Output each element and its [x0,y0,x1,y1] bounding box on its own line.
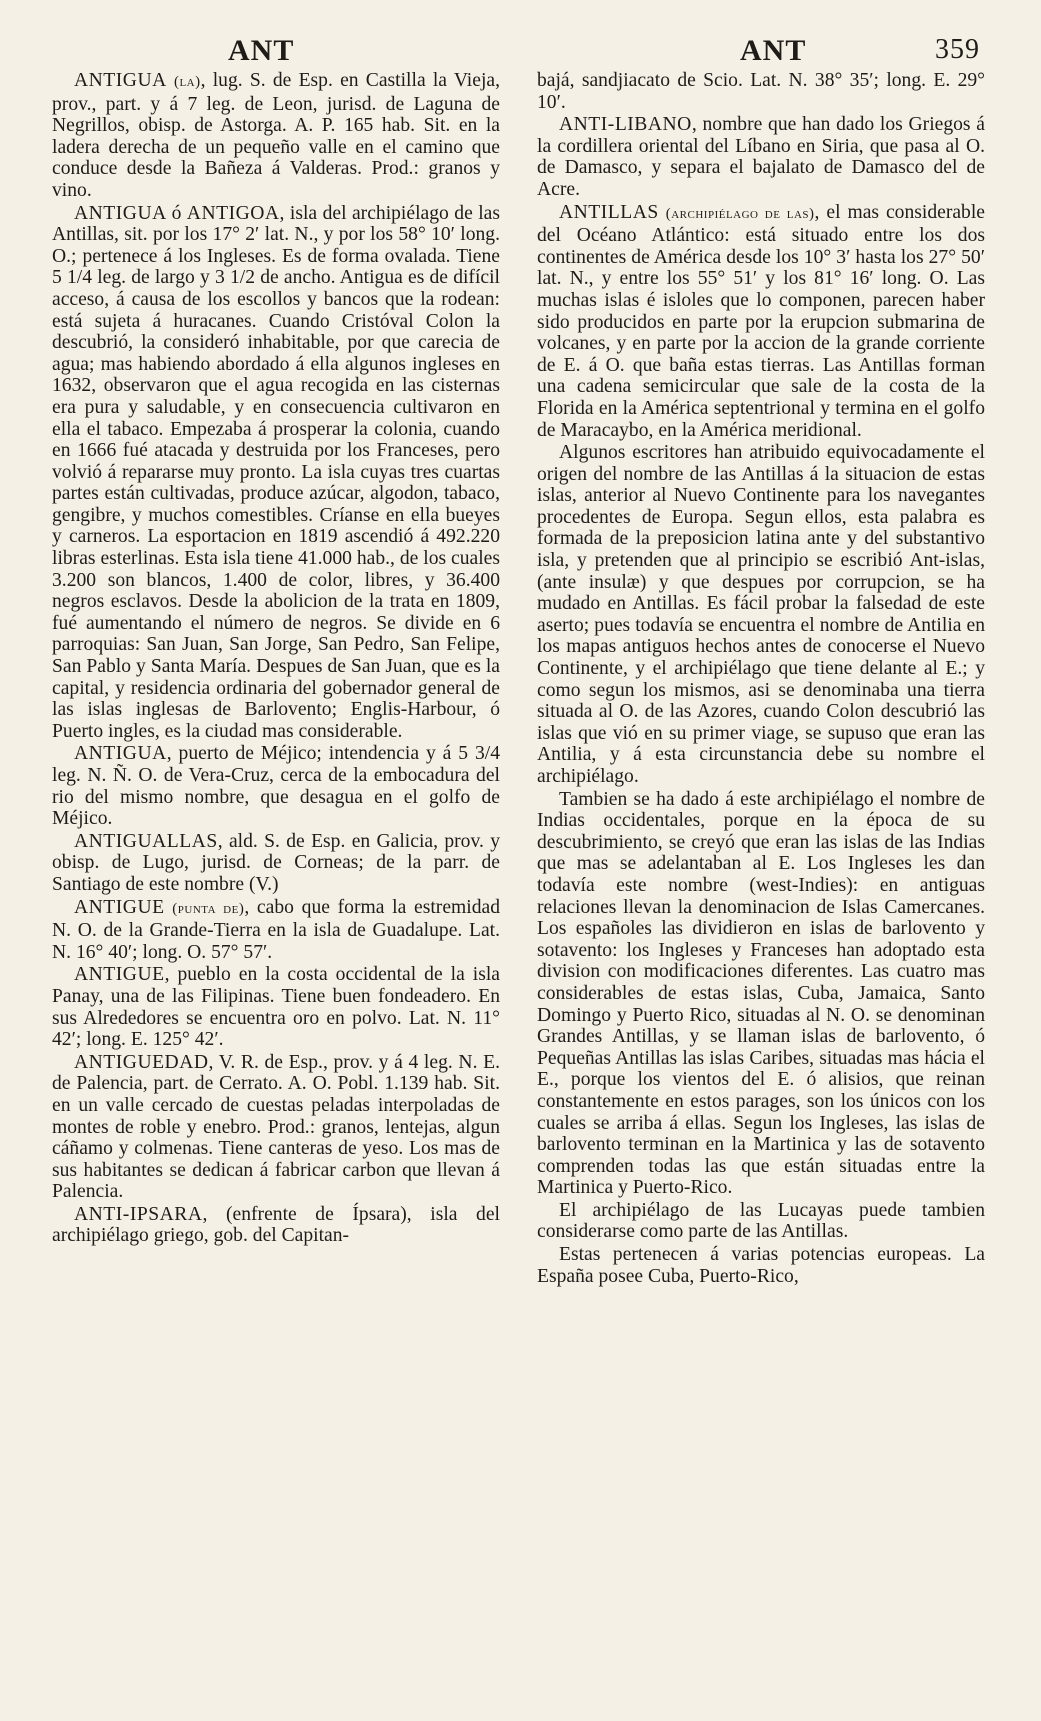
running-head-left: ANT [228,34,295,67]
entry-headword: ANTIGUE [74,896,165,918]
entry-headword: ANTIGUALLAS [74,830,218,852]
entry-headword: ANTIGUA [74,70,167,91]
entry-qualifier: (punta de) [172,900,245,917]
paragraph-indias [537,789,985,1199]
entry-body: , lug. S. de Esp. en Castilla la Vieja, prov., part. y á 7 leg. de Leon, jurisd. de Laguna de Negrillos, obisp. de Astorga. A. P. 165 hab. Sit. en la ladera derecha de un pequeño valle en el camino que conduce desde la Bañeza á Valderas. Prod.: granos y vino. [52,70,500,201]
entry-headword: ANTI-IPSARA [74,1203,203,1225]
page-number: 359 [935,34,980,65]
paragraph-body: Algunos escritores han atribuido equivocadamente el origen del nombre de las Antillas á la situacion de estas islas, anterior al Nuevo Continente para los navegantes procedentes de Europa. Segun ellos, esta palabra es formada de la preposicion latina ante y del substantivo isla, y pretenden que al principio se escribió Ant-islas, (ante insulæ) y que despues por corrupcion, se ha mudado en Antillas. Es fácil probar la falsedad de este aserto; pues todavía se encuentra el nombre de Antilia en los mapas antiguos hechos antes de conocerse el Nuevo Continente, y el archipiélago que tiene delante al E.; y como segun los mismos, asi se denominaba una tierra situada al O. de las Azores, cuando Colon descubrió las islas que vió en su primer viage, se supuso que eran las Antilia, y á esta circunstancia debe su nombre el archipiélago. [537,442,985,787]
entry-body: , puerto de Méjico; intendencia y á 5 3/4 leg. N. Ñ. O. de Vera-Cruz, cerca de la embocadura del rio del mismo nombre, que desagua en el golfo de Méjico. [52,743,500,830]
entry-antiguallas [52,831,500,896]
entry-antiguedad [52,1052,500,1203]
entry-qualifier: (archipiélago de las) [665,205,815,222]
entry-headword: ANTIGUA ó ANTIGOA [74,202,280,224]
entry-headword: ANTI-LIBANO [559,114,692,136]
entry-antigua-isla [52,203,500,743]
entry-body: , cabo que forma la estremidad N. O. de la Grande-Tierra en la isla de Guadalupe. Lat. N. 16° 40′; long. O. 57° 57′. [52,896,500,963]
entry-headword: ANTIGUE [74,964,165,986]
entry-headword: ANTIGUEDAD [74,1051,209,1073]
entry-body: , el mas considerable del Océano Atlántico: está situado entre los dos continentes de América desde los 10° 3′ hasta los 27° 50′ lat. N., y entre los 55° 51′ y los 81° 16′ long. O. Las muchas islas é isloles que lo componen, parecen haber sido producidos en parte por la erupcion submarina de volcanes, y en parte por la accion de la grande corriente de E. á O. que baña estas tierras. Las Antillas forman una cadena semicircular que sale de la costa de la Florida en la América septentrional y termina en el golfo de Maracaybo, en la América meridional. [537,201,985,441]
entry-body: , ald. S. de Esp. en Galicia, prov. y obisp. de Lugo, jurisd. de Corneas; de la parr. de Santiago de este nombre (V.) [52,830,500,895]
entry-headword: ANTIGUA [74,743,167,765]
running-head-right: ANT [740,34,807,67]
entry-body: bajá, sandjiacato de Scio. Lat. N. 38° 35′; long. E. 29° 10′. [537,70,985,113]
paragraph-lucayas [537,1200,985,1243]
entry-body: , nombre que han dado los Griegos á la cordillera oriental del Líbano en Siria, que pasa al O. de Damasco, y separa el bajalato de Damasco del de Acre. [537,114,985,200]
entry-antigua-mejico [52,743,500,829]
paragraph-body: El archipiélago de las Lucayas puede tambien considerarse como parte de las Antillas. [537,1199,985,1243]
paragraph-origin [537,442,985,788]
right-column [537,70,985,1288]
entry-anti-ipsara [52,1204,500,1247]
paragraph-body: Estas pertenecen á varias potencias europeas. La España posee Cuba, Puerto-Rico, [537,1244,985,1287]
entry-antigue-punta [52,897,500,964]
paragraph-potencias [537,1244,985,1287]
left-column [52,70,500,1248]
entry-body: , isla del archipiélago de las Antillas, sit. por los 17° 2′ lat. N., y por los 58° 10′ long. O.; pertenece á los Ingleses. Es de forma ovalada. Tiene 5 1/4 leg. de largo y 3 1/2 de ancho. Antigua es de difícil acceso, á causa de los escollos y bancos que la rodean: está sujeta á huracanes. Cuando Cristóval Colon la descubrió, la consideró inhabitable, por que carecia de agua; mas habiendo abordado á ella algunos ingleses en 1632, observaron que el agua recogida en las cisternas era pura y saludable, y en consecuencia cultivaron en ella el tabaco. Empezaba á prosperar la colonia, cuando en 1666 fué atacada y destruida por los Franceses, pero volvió á repararse muy pronto. La isla cuyas tres cuartas partes están cultivadas, produce azúcar, algodon, tabaco, gengibre, y muchos comestibles. Críanse en ella bueyes y carneros. La esportacion en 1819 ascendió á 492.220 libras esterlinas. Esta isla tiene 41.000 hab., de los cuales 3.200 son blancos, 1.400 de color, libres, y 36.400 negros esclavos. Desde la abolicion de la trata en 1809, fué aumentando el número de negros. Se divide en 6 parroquias: San Juan, San Jorge, San Pedro, San Felipe, San Pablo y Santa María. Despues de San Juan, que es la capital, y residencia ordinaria del gobernador general de las islas inglesas de Barlovento; Englis-Harbour, ó Puerto ingles, es la ciudad mas considerable. [52,202,500,742]
entry-antillas [537,202,985,442]
entry-body: , V. R. de Esp., prov. y á 4 leg. N. E. de Palencia, part. de Cerrato. A. O. Pobl. 1.139 hab. Sit. en un valle cercado de cuestas peladas interpoladas de montes de roble y enebro. Prod.: granos, lentejas, algun cáñamo y colmenas. Tiene canteras de yeso. Los mas de sus habitantes se dedican á fabricar carbon que llevan á Palencia. [52,1051,500,1203]
entry-body: , pueblo en la costa occidental de la isla Panay, una de las Filipinas. Tiene buen fondeadero. En sus Alrededores se encuentra oro en polvo. Lat. N. 11° 42′; long. E. 125° 42′. [52,964,500,1051]
entry-qualifier: (la) [173,74,201,90]
entry-headword: ANTILLAS [559,201,659,223]
entry-anti-libano [537,114,985,200]
entry-body: , (enfrente de Ípsara), isla del archipiélago griego, gob. del Capitan- [52,1203,500,1247]
entry-continuation [537,70,985,113]
entry-antigua-castilla [52,70,500,202]
paragraph-body: Tambien se ha dado á este archipiélago el nombre de Indias occidentales, porque en la época de su descubrimiento, se creyó que eran las islas de las Indias que mas se adelantaban al E. Los Ingleses les dan todavía este nombre (west-Indies): en antiguas relaciones llevan la denominacion de Islas Camercanes. Los españoles las dividieron en islas de barlovento y sotavento: los Ingleses y Franceses han adoptado esta division con modificaciones diferentes. Las cuatro mas considerables de estas islas, Cuba, Jamaica, Santo Domingo y Puerto Rico, situadas al N. O. se denominan Grandes Antillas, y se llaman islas de barlovento, ó Pequeñas Antillas las islas Caribes, situadas mas hácia el E., porque los vientos del E. ó alisios, que reinan constantemente en estos parages, son los únicos con los cuales se arriba á ellas. Segun los Ingleses, las islas de barlovento terminan en la Martinica y las de sotavento comprenden todas las que están situadas entre la Martinica y Puerto-Rico. [537,788,985,1199]
entry-antigue-pueblo [52,964,500,1050]
